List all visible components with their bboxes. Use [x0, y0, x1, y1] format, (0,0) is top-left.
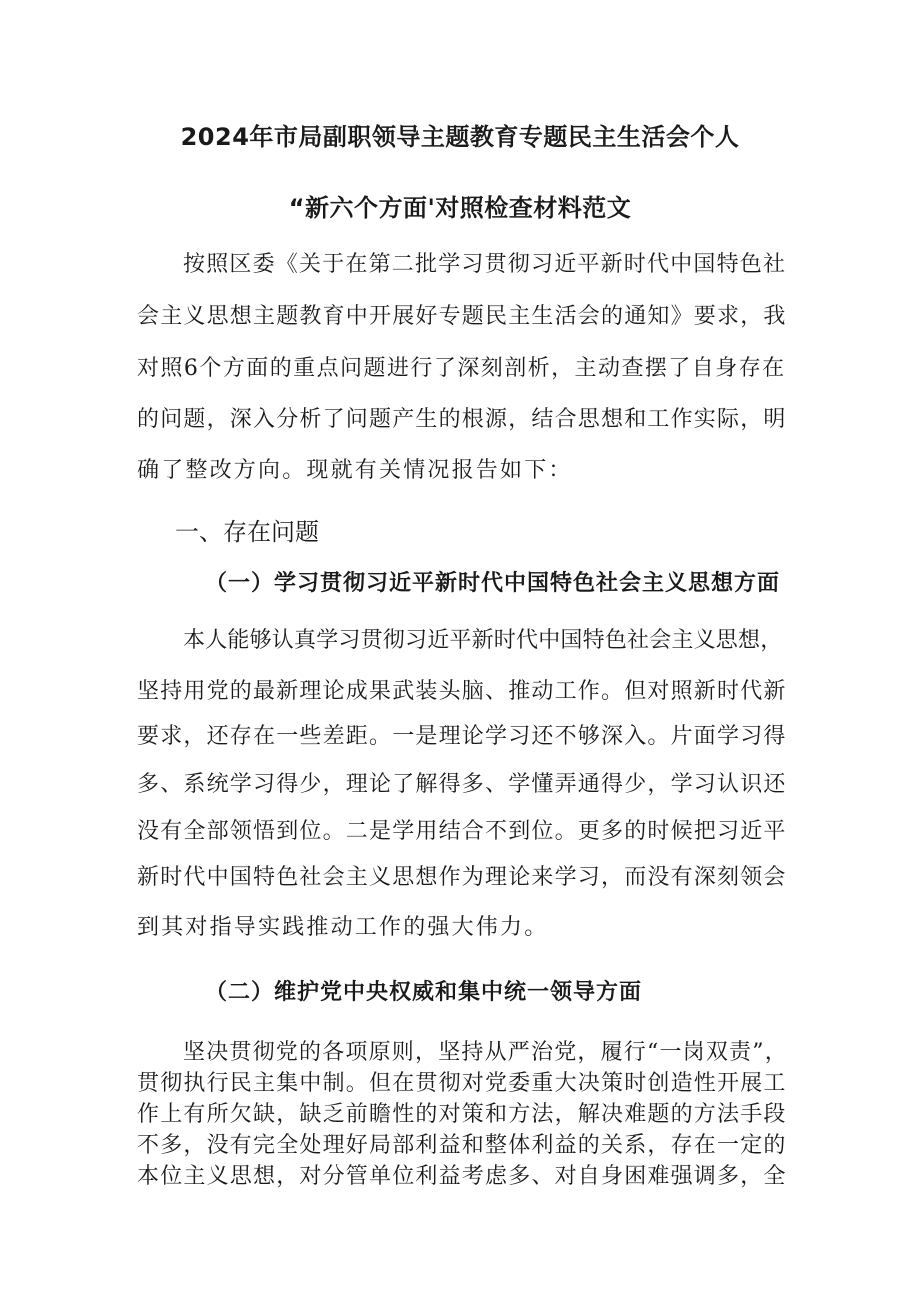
body-line: 作上有所欠缺，缺乏前瞻性的对策和方法，解决难题的方法手段 — [137, 1102, 787, 1127]
intro-line: 会主义思想主题教育中开展好专题民主生活会的通知》要求，我 — [137, 304, 787, 329]
intro-line: 对照6个方面的重点问题进行了深刻剖析，主动查摆了自身存在 — [137, 356, 786, 381]
body-line: 没有全部领悟到位。二是学用结合不到位。更多的时候把习近平 — [137, 819, 787, 844]
body-line: 贯彻执行民主集中制。但在贯彻对党委重大决策时创造性开展工 — [137, 1071, 787, 1096]
subsection-heading-2: （二）维护党中央权威和集中统一领导方面 — [205, 979, 643, 1005]
document-title-line-1: 2024年市局副职领导主题教育专题民主生活会个人 — [180, 123, 740, 151]
subsection-heading-1: （一）学习贯彻习近平新时代中国特色社会主义思想方面 — [205, 570, 781, 596]
intro-line: 的问题，深入分析了问题产生的根源，结合思想和工作实际，明 — [137, 407, 787, 432]
body-line: 坚持用党的最新理论成果武装头脑、推动工作。但对照新时代新 — [137, 679, 787, 704]
body-line: 到其对指导实践推动工作的强大伟力。 — [137, 915, 549, 940]
document-title-line-2: “新六个方面'对照检查材料范文 — [288, 194, 632, 222]
body-line: 坚决贯彻党的各项原则，坚持从严治党，履行“一岗双责”， — [183, 1040, 788, 1065]
body-line: 新时代中国特色社会主义思想作为理论来学习，而没有深刻领会 — [137, 865, 787, 890]
body-line: 要求，还存在一些差距。一是理论学习还不够深入。片面学习得 — [137, 724, 787, 749]
body-line: 本人能够认真学习贯彻习近平新时代中国特色社会主义思想， — [183, 628, 783, 653]
section-heading-problems: 一、存在问题 — [175, 518, 319, 546]
intro-line: 确了整改方向。现就有关情况报告如下： — [137, 458, 573, 483]
intro-line: 按照区委《关于在第二批学习贯彻习近平新时代中国特色社 — [183, 252, 787, 277]
body-line: 不多，没有完全处理好局部利益和整体利益的关系，存在一定的 — [137, 1133, 787, 1158]
body-line: 多、系统学习得少，理论了解得多、学懂弄通得少，学习认识还 — [137, 772, 787, 797]
body-line: 本位主义思想，对分管单位利益考虑多、对自身困难强调多，全 — [137, 1164, 787, 1189]
